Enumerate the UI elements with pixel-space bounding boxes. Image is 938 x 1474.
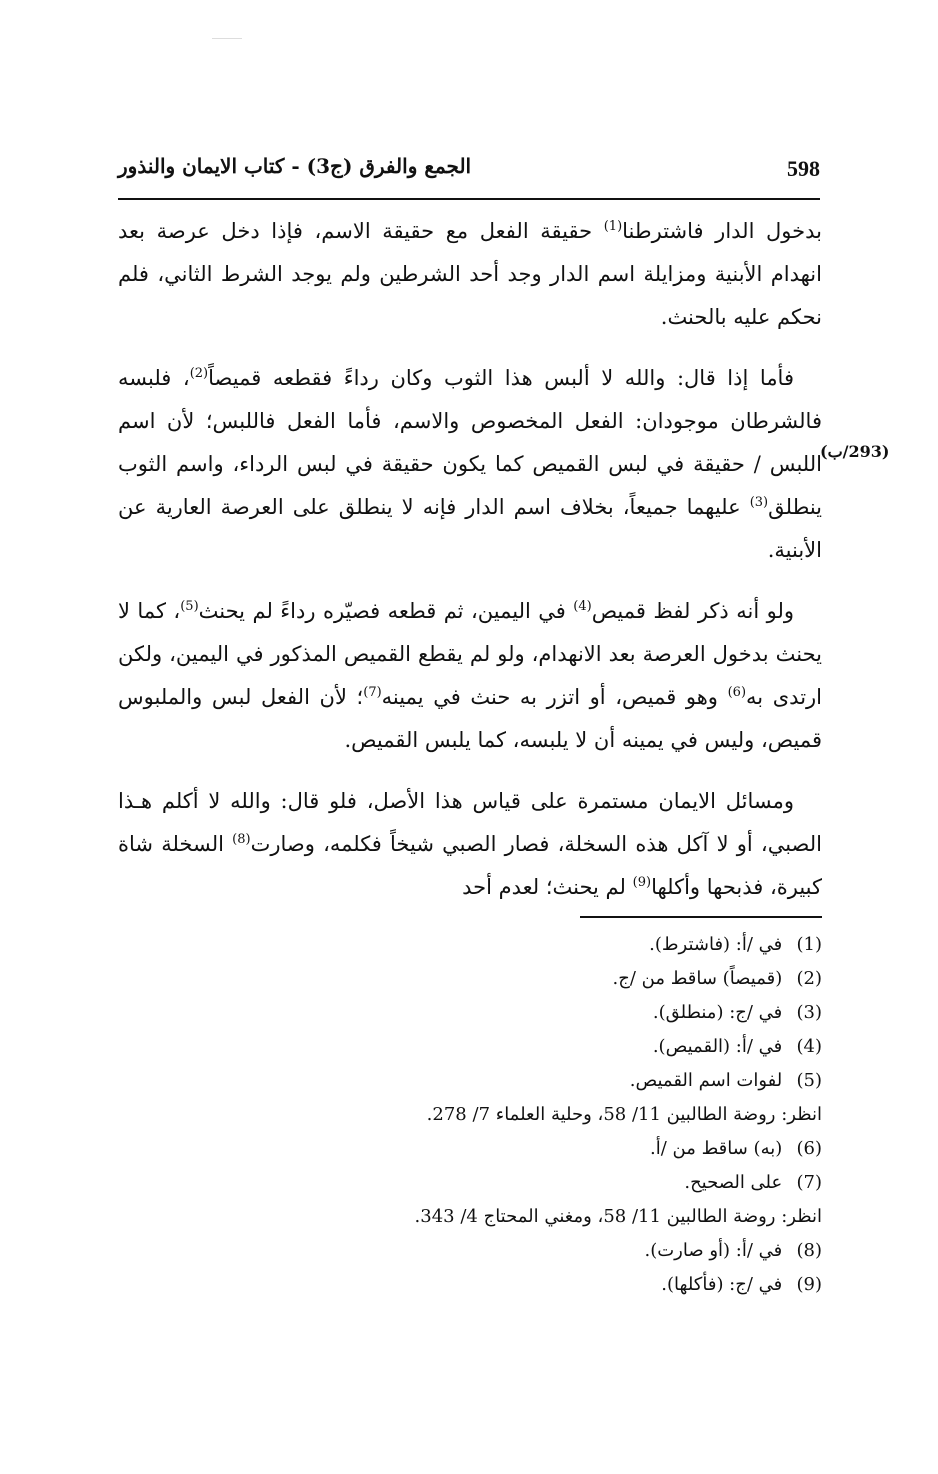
footnote-continuation: انظر: روضة الطالبين 11/ 58، وحلية العلماء 7/ 278.	[426, 1104, 822, 1125]
footnote-number: (8)	[796, 1240, 822, 1261]
footnote	[300, 1030, 822, 1064]
paragraph: ولو أنه ذكر لفظ قميص$^{(4)}$ في اليمين، ثم قطعه فصيّره رداءً لم يحنث$^{(5)}$، كما لا يحنث بدخول العرصة بعد الانهدام، ولو لم يقطع القميص المذكور في اليمين، ولكن ارتدى به$^{(6)}$ وهو قميص، أو اتزر به حنث في يمينه$^{(7)}$؛ لأن الفعل لبس والملبوس قميص، وليس في يمينه أن لا يلبسه، كما يلبس القميص.	[118, 599, 823, 752]
footnote-ref: (9)	[632, 875, 652, 890]
footnote-number: (6)	[796, 1138, 822, 1159]
footnote-ref: (3)	[749, 495, 769, 510]
footnotes	[300, 928, 822, 1302]
footnote-continuation: انظر: روضة الطالبين 11/ 58، ومغني المحتاج 4/ 343.	[414, 1206, 822, 1227]
footnote-ref: (6)	[727, 685, 747, 700]
main-text	[118, 210, 822, 927]
footnote-ref: (2)	[189, 366, 209, 381]
footnote-ref: (7)	[363, 685, 382, 700]
footnote-ref: (4)	[573, 599, 592, 614]
manuscript-folio-note: (293/ب)	[820, 442, 890, 461]
page-header	[118, 150, 820, 200]
paragraph: بدخول الدار فاشترطنا$^{(1)}$ حقيقة الفعل مع حقيقة الاسم، فإذا دخل عرصة بعد انهدام الأبنية ومزايلة اسم الدار وجد أحد الشرطين ولم يوجد الشرط الثاني، فلم نحكم عليه بالحنث.	[118, 219, 822, 329]
footnote-text: في /أ: (القميص).	[652, 1036, 783, 1057]
footnote-number: (7)	[796, 1172, 822, 1193]
footnote-text: في /ج: (فأكلها).	[661, 1274, 783, 1295]
footnote-number: (4)	[796, 1036, 822, 1057]
paragraph: فأما إذا قال: والله لا ألبس هذا الثوب وكان رداءً فقطعه قميصاً$^{(2)}$، فلبسه فالشرطان موجودان: الفعل المخصوص والاسم، فأما الفعل فاللبس؛ لأن اسم اللبس / حقيقة في لبس القميص كما يكون حقيقة في لبس الرداء، واسم الثوب ينطلق$^{(3)}$ عليهما جميعاً، بخلاف اسم الدار فإنه لا ينطلق على العرصة العارية عن الأبنية.	[118, 366, 822, 562]
footnote-text: في /ج: (منطلق).	[652, 1002, 783, 1023]
footnote-ref: (5)	[180, 599, 199, 614]
footnote	[300, 1234, 822, 1268]
footnote-number: (2)	[796, 968, 822, 989]
footnote	[300, 928, 822, 962]
footnote-ref: (1)	[603, 219, 623, 234]
footnote-number: (9)	[796, 1274, 822, 1295]
footnote-text: في /أ: (أو صارت).	[644, 1240, 783, 1261]
footnote-text: (به) ساقط من /أ.	[650, 1138, 783, 1159]
footnote-number: (1)	[796, 934, 822, 955]
paragraph: ومسائل الايمان مستمرة على قياس هذا الأصل، فلو قال: والله لا أكلم هـذا الصبي، أو لا آكل هذه السخلة، فصار الصبي شيخاً فكلمه، وصارت$^{(8)}$ السخلة شاة كبيرة، فذبحها وأكلها$^{(9)}$ لم يحنث؛ لعدم أحد	[118, 789, 822, 899]
footnote	[300, 996, 822, 1030]
footnote-text: لفوات اسم القميص.	[629, 1070, 783, 1091]
footnote	[300, 1166, 822, 1234]
footnote	[300, 1064, 822, 1132]
footnote	[300, 1268, 822, 1302]
page-number: 598	[787, 156, 820, 181]
footnote	[300, 1132, 822, 1166]
scan-speck	[212, 38, 242, 39]
footnote-divider	[580, 916, 822, 918]
footnote-text: على الصحيح.	[684, 1172, 783, 1193]
footnote-number: (3)	[796, 1002, 822, 1023]
footnote-text: (قميصاً) ساقط من /ج.	[612, 968, 783, 989]
footnote-ref: (8)	[232, 832, 251, 847]
footnote-number: (5)	[796, 1070, 822, 1091]
footnote-text: في /أ: (فاشترط).	[649, 934, 783, 955]
footnote	[300, 962, 822, 996]
running-title: الجمع والفرق (ج3) - كتاب الايمان والنذور	[118, 154, 472, 178]
